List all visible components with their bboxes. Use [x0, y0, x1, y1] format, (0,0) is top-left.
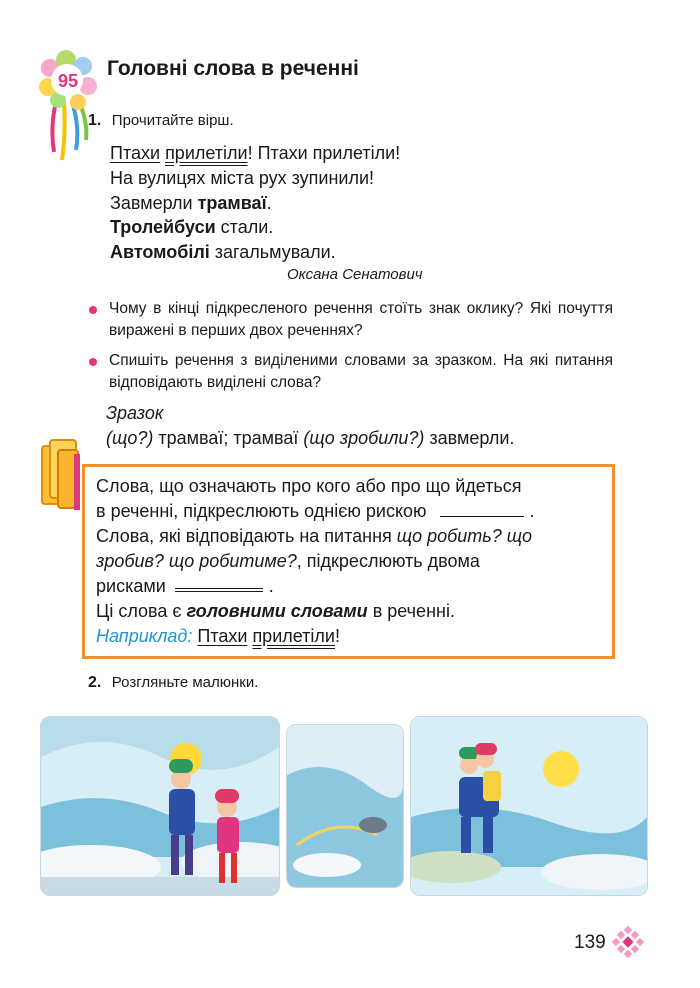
page-title: Головні слова в реченні: [107, 57, 359, 80]
rule-example: [96, 624, 340, 649]
task-instruction: Прочитайте вірш.: [111, 112, 234, 129]
task-2-heading: [88, 674, 258, 692]
rule-text: , підкреслюють двома: [296, 551, 480, 571]
lesson-number: 95: [57, 71, 79, 91]
predicate-word: прилетіли: [165, 143, 248, 163]
double-underline-sample: [175, 588, 263, 592]
sample-text: трамваї; трамваї: [153, 428, 304, 448]
poem-line-1: [110, 142, 400, 164]
subject-word: Птахи: [197, 626, 248, 646]
bold-word: Автомобілі: [110, 242, 210, 262]
rule-books-icon: [40, 436, 84, 512]
bullet-icon: [89, 306, 97, 314]
rule-line-3: [96, 524, 532, 549]
task-instruction: Розгляньте малюнки.: [111, 674, 259, 691]
poem-text: загальмували.: [209, 242, 336, 262]
rule-text: Ці слова є: [96, 601, 187, 621]
poem-author: Оксана Сенатович: [287, 266, 423, 283]
poem-text: стали.: [215, 217, 274, 237]
poem-line-3: [110, 192, 272, 214]
rule-line-2: [96, 499, 535, 524]
rule-line-4: [96, 549, 480, 574]
rule-line-1: Слова, що означають про кого або про що йдеться: [96, 476, 522, 496]
rule-text: в реченні.: [367, 601, 455, 621]
task-number: 2.: [88, 674, 102, 691]
rule-text: !: [334, 626, 340, 646]
example-label: Наприклад:: [96, 626, 193, 646]
poem-text: Завмерли: [110, 193, 198, 213]
rule-text: .: [268, 576, 274, 596]
bullet-icon: [89, 358, 97, 366]
illustration-3: [410, 716, 648, 896]
rule-text: рисками: [96, 576, 166, 596]
illustration-2: [286, 724, 404, 888]
sample-label: Зразок: [106, 403, 164, 423]
question-1: Чому в кінці підкресленого речення стоїть знак оклику? Які почуття виражені в перших двох реченнях?: [109, 300, 613, 339]
rule-line-6: [96, 599, 455, 624]
page-number: 139: [574, 932, 606, 953]
poem-line-5: [110, 241, 336, 263]
ornament-icon: [612, 926, 644, 963]
flower-bouquet-icon: [36, 42, 100, 162]
single-underline-sample: [440, 516, 524, 517]
predicate-word: прилетіли: [252, 626, 335, 646]
sample-line: [106, 428, 514, 449]
key-term: головними словами: [186, 601, 368, 621]
bold-word: Тролейбуси: [110, 217, 216, 237]
rule-text: Слова, які відповідають на питання: [96, 526, 397, 546]
rule-line-5: [96, 574, 274, 599]
rule-text: .: [529, 501, 535, 521]
poem-text: .: [266, 193, 272, 213]
poem-text: ! Птахи прилетіли!: [247, 143, 401, 163]
lesson-badge: [36, 42, 100, 162]
task-number: 1.: [88, 112, 102, 129]
bold-word: трамваї: [197, 193, 267, 213]
subject-word: Птахи: [110, 143, 161, 163]
question-word: (що?): [106, 428, 154, 448]
sample-text: завмерли.: [424, 428, 515, 448]
question-2: Спишіть речення з виділеними словами за зразком. На які питання відповідають виділені слова?: [109, 352, 613, 391]
question-word: (що зробили?): [303, 428, 425, 448]
poem-line-4: [110, 216, 273, 238]
question-words: що робить? що: [396, 526, 533, 546]
task-1-heading: [88, 112, 234, 130]
poem-line-2: На вулицях міста рух зупинили!: [110, 168, 375, 188]
rule-text: в реченні, підкреслюють однією рискою: [96, 501, 427, 521]
illustration-1: [40, 716, 280, 896]
question-words: зробив? що робитиме?: [96, 551, 297, 571]
